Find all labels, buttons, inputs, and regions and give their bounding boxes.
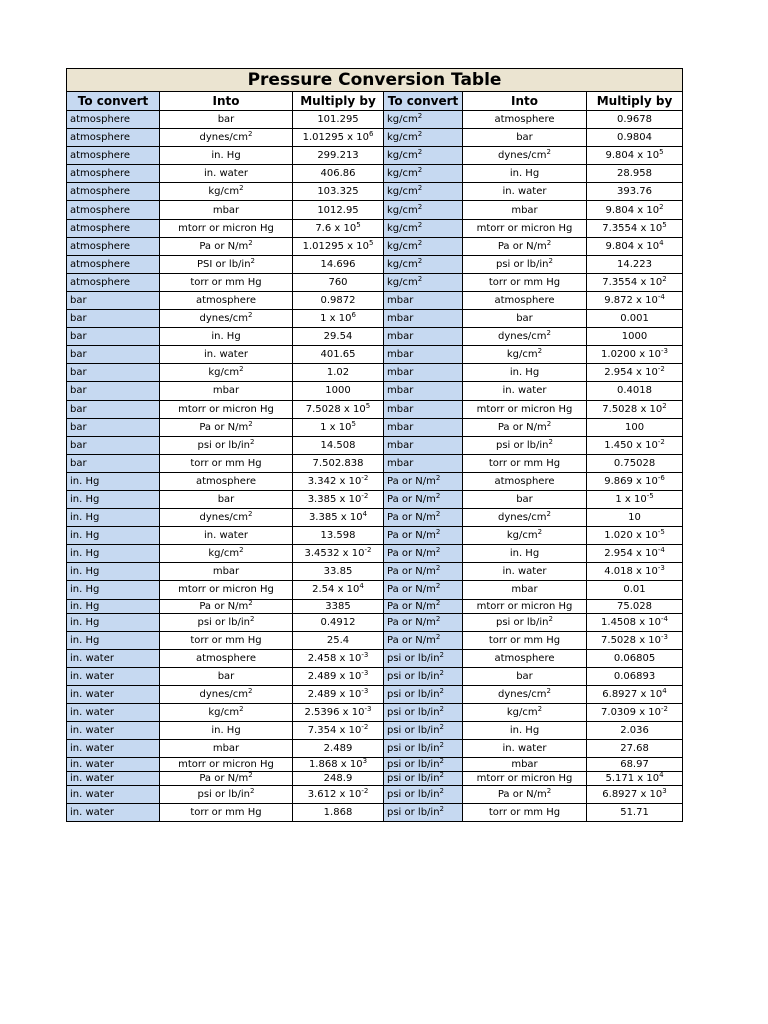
cell-multiply-right: 10 [587, 509, 683, 527]
cell-into-left: dynes/$cm^2$ [160, 509, 293, 527]
cell-to-convert-right: $kg/cm^2$ [384, 255, 463, 273]
cell-into-left: dynes/$cm^2$ [160, 129, 293, 147]
cell-into-left: mbar [160, 201, 293, 219]
table-row [67, 364, 683, 382]
cell-into-left: in. Hg [160, 147, 293, 165]
cell-to-convert-right: $kg/cm^2$ [384, 201, 463, 219]
cell-to-convert-right: psi or $lb/in^2$ [384, 649, 463, 667]
cell-into-right: dynes/$cm^2$ [463, 509, 587, 527]
cell-to-convert-right: $kg/cm^2$ [384, 111, 463, 129]
cell-into-left: dynes/$cm^2$ [160, 685, 293, 703]
cell-to-convert-left: bar [67, 400, 160, 418]
cell-multiply-left: 1000 [293, 382, 384, 400]
cell-multiply-right: 1000 [587, 328, 683, 346]
cell-to-convert-right: mbar [384, 418, 463, 436]
cell-multiply-left: 2.489 [293, 740, 384, 758]
cell-multiply-right: 7.5028 x $10^2$ [587, 400, 683, 418]
cell-into-right: mbar [463, 581, 587, 599]
cell-into-left: torr or mm Hg [160, 804, 293, 822]
table-row [67, 165, 683, 183]
cell-to-convert-right: mbar [384, 382, 463, 400]
table-row [67, 273, 683, 291]
cell-multiply-left: 2.489 x $10^{-3}$ [293, 667, 384, 685]
cell-into-left: Pa or $N/m^2$ [160, 237, 293, 255]
cell-into-right: mbar [463, 201, 587, 219]
cell-multiply-left: 3.385 x $10^4$ [293, 509, 384, 527]
cell-into-left: psi or $lb/in^2$ [160, 436, 293, 454]
cell-to-convert-right: Pa or $N/m^2$ [384, 613, 463, 631]
table-row [67, 219, 683, 237]
cell-to-convert-right: $kg/cm^2$ [384, 129, 463, 147]
cell-multiply-left: 401.65 [293, 346, 384, 364]
cell-to-convert-left: in. Hg [67, 581, 160, 599]
cell-into-left: atmosphere [160, 649, 293, 667]
cell-into-left: mbar [160, 382, 293, 400]
cell-multiply-right: 1.0200 x $10^{-3}$ [587, 346, 683, 364]
cell-into-right: mtorr or micron Hg [463, 219, 587, 237]
table-title: Pressure Conversion Table [67, 69, 683, 92]
cell-into-right: bar [463, 667, 587, 685]
cell-into-left: in. water [160, 346, 293, 364]
cell-multiply-left: 7.354 x $10^{-2}$ [293, 722, 384, 740]
table-row [67, 255, 683, 273]
cell-into-right: dynes/$cm^2$ [463, 147, 587, 165]
cell-to-convert-right: psi or $lb/in^2$ [384, 786, 463, 804]
cell-into-left: PSI or $lb/in^2$ [160, 255, 293, 273]
cell-into-right: Pa or $N/m^2$ [463, 786, 587, 804]
cell-to-convert-left: atmosphere [67, 219, 160, 237]
cell-into-left: in. water [160, 165, 293, 183]
cell-to-convert-left: bar [67, 454, 160, 472]
cell-multiply-right: 7.3554 x $10^2$ [587, 273, 683, 291]
table-row [67, 129, 683, 147]
cell-into-left: $kg/cm^2$ [160, 364, 293, 382]
cell-into-left: mtorr or micron Hg [160, 758, 293, 772]
table-row [67, 581, 683, 599]
cell-to-convert-right: psi or $lb/in^2$ [384, 685, 463, 703]
cell-multiply-right: 1.450 x $10^{-2}$ [587, 436, 683, 454]
cell-multiply-right: 9.804 x $10^2$ [587, 201, 683, 219]
cell-multiply-right: 0.06805 [587, 649, 683, 667]
cell-to-convert-left: atmosphere [67, 237, 160, 255]
cell-into-right: mtorr or micron Hg [463, 772, 587, 786]
table-row [67, 758, 683, 772]
cell-to-convert-right: mbar [384, 346, 463, 364]
cell-into-right: bar [463, 310, 587, 328]
cell-into-right: Pa or $N/m^2$ [463, 418, 587, 436]
cell-into-right: bar [463, 129, 587, 147]
cell-multiply-right: 9.872 x $10^{-4}$ [587, 291, 683, 309]
cell-multiply-left: 101.295 [293, 111, 384, 129]
table-row [67, 328, 683, 346]
table-row [67, 509, 683, 527]
cell-into-left: in. water [160, 527, 293, 545]
cell-multiply-left: 1012.95 [293, 201, 384, 219]
table-row [67, 704, 683, 722]
cell-to-convert-left: atmosphere [67, 201, 160, 219]
cell-into-left: mtorr or micron Hg [160, 581, 293, 599]
cell-into-right: atmosphere [463, 472, 587, 490]
cell-to-convert-right: psi or $lb/in^2$ [384, 804, 463, 822]
cell-multiply-left: 14.696 [293, 255, 384, 273]
table-row [67, 545, 683, 563]
cell-to-convert-left: bar [67, 382, 160, 400]
cell-multiply-right: 2.954 x $10^{-2}$ [587, 364, 683, 382]
cell-multiply-right: 75.028 [587, 599, 683, 613]
cell-to-convert-right: mbar [384, 436, 463, 454]
cell-to-convert-left: bar [67, 346, 160, 364]
cell-into-right: dynes/$cm^2$ [463, 328, 587, 346]
cell-to-convert-right: Pa or $N/m^2$ [384, 490, 463, 508]
cell-to-convert-left: in. water [67, 685, 160, 703]
cell-to-convert-left: in. Hg [67, 527, 160, 545]
cell-to-convert-right: Pa or $N/m^2$ [384, 472, 463, 490]
cell-to-convert-left: in. Hg [67, 490, 160, 508]
cell-multiply-left: 299.213 [293, 147, 384, 165]
table-row [67, 147, 683, 165]
cell-multiply-left: 2.54 x $10^4$ [293, 581, 384, 599]
cell-multiply-left: 1.01295 x $10^6$ [293, 129, 384, 147]
table-row [67, 310, 683, 328]
cell-to-convert-right: psi or $lb/in^2$ [384, 758, 463, 772]
cell-to-convert-left: in. water [67, 667, 160, 685]
cell-to-convert-left: atmosphere [67, 147, 160, 165]
table-row [67, 237, 683, 255]
cell-into-left: torr or mm Hg [160, 454, 293, 472]
cell-multiply-left: 3385 [293, 599, 384, 613]
cell-to-convert-left: in. water [67, 758, 160, 772]
cell-to-convert-left: in. Hg [67, 509, 160, 527]
cell-into-right: in. Hg [463, 364, 587, 382]
cell-to-convert-right: $kg/cm^2$ [384, 183, 463, 201]
cell-to-convert-right: Pa or $N/m^2$ [384, 509, 463, 527]
cell-into-left: torr or mm Hg [160, 631, 293, 649]
cell-multiply-right: 51.71 [587, 804, 683, 822]
cell-into-right: in. water [463, 563, 587, 581]
cell-into-left: in. Hg [160, 722, 293, 740]
cell-multiply-left: 2.489 x $10^{-3}$ [293, 685, 384, 703]
cell-into-right: torr or mm Hg [463, 273, 587, 291]
cell-multiply-right: 1.020 x $10^{-5}$ [587, 527, 683, 545]
cell-multiply-left: 1.02 [293, 364, 384, 382]
cell-multiply-left: 3.612 x $10^{-2}$ [293, 786, 384, 804]
cell-multiply-right: 7.0309 x $10^{-2}$ [587, 704, 683, 722]
cell-into-right: Pa or $N/m^2$ [463, 237, 587, 255]
cell-to-convert-left: bar [67, 364, 160, 382]
table-row [67, 613, 683, 631]
cell-multiply-right: 6.8927 x $10^4$ [587, 685, 683, 703]
cell-multiply-left: 14.508 [293, 436, 384, 454]
cell-to-convert-left: bar [67, 291, 160, 309]
cell-multiply-left: 7.502.838 [293, 454, 384, 472]
cell-to-convert-left: atmosphere [67, 111, 160, 129]
table-row [67, 649, 683, 667]
table-row [67, 418, 683, 436]
cell-multiply-left: 0.4912 [293, 613, 384, 631]
cell-into-left: mtorr or micron Hg [160, 400, 293, 418]
cell-multiply-left: 29.54 [293, 328, 384, 346]
cell-to-convert-right: $kg/cm^2$ [384, 147, 463, 165]
cell-to-convert-left: in. water [67, 704, 160, 722]
cell-multiply-left: 1 x $10^5$ [293, 418, 384, 436]
cell-to-convert-left: atmosphere [67, 255, 160, 273]
cell-into-left: mbar [160, 563, 293, 581]
cell-multiply-right: 100 [587, 418, 683, 436]
table-row [67, 201, 683, 219]
cell-into-right: psi or $lb/in^2$ [463, 613, 587, 631]
cell-multiply-right: 0.001 [587, 310, 683, 328]
cell-multiply-right: 27.68 [587, 740, 683, 758]
cell-into-right: bar [463, 490, 587, 508]
cell-into-left: psi or $lb/in^2$ [160, 613, 293, 631]
cell-to-convert-right: $kg/cm^2$ [384, 165, 463, 183]
cell-to-convert-left: in. water [67, 740, 160, 758]
cell-into-left: bar [160, 667, 293, 685]
cell-into-right: in. Hg [463, 165, 587, 183]
table-body [67, 111, 683, 822]
header-to-convert-right: To convert [384, 92, 463, 111]
cell-multiply-left: 103.325 [293, 183, 384, 201]
table-row [67, 563, 683, 581]
cell-to-convert-left: bar [67, 328, 160, 346]
cell-to-convert-left: in. water [67, 772, 160, 786]
table-row [67, 400, 683, 418]
cell-into-left: mtorr or micron Hg [160, 219, 293, 237]
cell-multiply-right: 2.954 x $10^{-4}$ [587, 545, 683, 563]
cell-into-right: torr or mm Hg [463, 454, 587, 472]
cell-into-left: torr or mm Hg [160, 273, 293, 291]
cell-into-left: Pa or $N/m^2$ [160, 418, 293, 436]
cell-into-left: atmosphere [160, 472, 293, 490]
cell-multiply-right: 9.804 x $10^5$ [587, 147, 683, 165]
cell-to-convert-left: in. Hg [67, 613, 160, 631]
cell-to-convert-left: in. water [67, 649, 160, 667]
table-row [67, 685, 683, 703]
cell-multiply-left: 0.9872 [293, 291, 384, 309]
table-row [67, 291, 683, 309]
header-to-convert-left: To convert [67, 92, 160, 111]
cell-multiply-right: 9.869 x $10^{-6}$ [587, 472, 683, 490]
pressure-conversion-table [66, 68, 683, 822]
cell-into-right: atmosphere [463, 111, 587, 129]
cell-multiply-right: 0.06893 [587, 667, 683, 685]
cell-multiply-right: 1.4508 x $10^{-4}$ [587, 613, 683, 631]
cell-to-convert-right: mbar [384, 310, 463, 328]
cell-multiply-left: 406.86 [293, 165, 384, 183]
table-row [67, 804, 683, 822]
cell-multiply-left: 1.868 [293, 804, 384, 822]
cell-multiply-right: 4.018 x $10^{-3}$ [587, 563, 683, 581]
table-row [67, 454, 683, 472]
table-row [67, 599, 683, 613]
cell-to-convert-right: Pa or $N/m^2$ [384, 545, 463, 563]
cell-multiply-left: 3.385 x $10^{-2}$ [293, 490, 384, 508]
cell-multiply-right: 2.036 [587, 722, 683, 740]
cell-into-left: bar [160, 490, 293, 508]
cell-into-right: in. water [463, 382, 587, 400]
cell-to-convert-right: mbar [384, 454, 463, 472]
cell-to-convert-right: psi or $lb/in^2$ [384, 704, 463, 722]
cell-to-convert-left: atmosphere [67, 129, 160, 147]
cell-multiply-left: 25.4 [293, 631, 384, 649]
cell-into-left: $kg/cm^2$ [160, 183, 293, 201]
table-row [67, 527, 683, 545]
cell-multiply-right: 5.171 x $10^4$ [587, 772, 683, 786]
cell-into-right: $kg/cm^2$ [463, 527, 587, 545]
cell-into-right: in. Hg [463, 722, 587, 740]
cell-into-left: mbar [160, 740, 293, 758]
table-row [67, 436, 683, 454]
cell-multiply-right: 0.9804 [587, 129, 683, 147]
cell-to-convert-left: in. water [67, 786, 160, 804]
cell-multiply-right: 6.8927 x $10^3$ [587, 786, 683, 804]
cell-to-convert-right: Pa or $N/m^2$ [384, 599, 463, 613]
table-row [67, 111, 683, 129]
cell-to-convert-right: mbar [384, 291, 463, 309]
cell-into-left: bar [160, 111, 293, 129]
cell-to-convert-right: Pa or $N/m^2$ [384, 631, 463, 649]
cell-into-right: $kg/cm^2$ [463, 346, 587, 364]
cell-multiply-right: 1 x $10^{-5}$ [587, 490, 683, 508]
cell-into-right: torr or mm Hg [463, 631, 587, 649]
cell-into-right: atmosphere [463, 291, 587, 309]
cell-to-convert-left: in. Hg [67, 472, 160, 490]
cell-multiply-right: 393.76 [587, 183, 683, 201]
cell-into-right: mtorr or micron Hg [463, 400, 587, 418]
cell-multiply-left: 1.01295 x $10^5$ [293, 237, 384, 255]
cell-into-right: in. water [463, 183, 587, 201]
cell-to-convert-right: mbar [384, 400, 463, 418]
table-row [67, 472, 683, 490]
cell-into-right: mbar [463, 758, 587, 772]
cell-multiply-left: 7.5028 x $10^5$ [293, 400, 384, 418]
cell-into-right: atmosphere [463, 649, 587, 667]
cell-into-left: $kg/cm^2$ [160, 704, 293, 722]
cell-to-convert-right: mbar [384, 328, 463, 346]
cell-into-left: Pa or $N/m^2$ [160, 599, 293, 613]
table-row [67, 346, 683, 364]
cell-into-right: mtorr or micron Hg [463, 599, 587, 613]
cell-into-left: dynes/$cm^2$ [160, 310, 293, 328]
cell-multiply-right: 7.5028 x $10^{-3}$ [587, 631, 683, 649]
cell-to-convert-right: Pa or $N/m^2$ [384, 581, 463, 599]
cell-multiply-left: 3.4532 x $10^{-2}$ [293, 545, 384, 563]
cell-to-convert-left: in. water [67, 722, 160, 740]
header-into-right: Into [463, 92, 587, 111]
cell-multiply-left: 760 [293, 273, 384, 291]
cell-to-convert-left: bar [67, 310, 160, 328]
table-row [67, 667, 683, 685]
cell-multiply-right: 0.75028 [587, 454, 683, 472]
cell-multiply-left: 33.85 [293, 563, 384, 581]
cell-multiply-right: 14.223 [587, 255, 683, 273]
cell-multiply-left: 3.342 x $10^{-2}$ [293, 472, 384, 490]
table-row [67, 382, 683, 400]
table-row [67, 722, 683, 740]
cell-multiply-left: 7.6 x $10^5$ [293, 219, 384, 237]
cell-to-convert-left: in. Hg [67, 545, 160, 563]
cell-to-convert-right: Pa or $N/m^2$ [384, 563, 463, 581]
cell-multiply-left: 1 x $10^6$ [293, 310, 384, 328]
table-row [67, 490, 683, 508]
cell-multiply-left: 1.868 x $10^3$ [293, 758, 384, 772]
table-row [67, 183, 683, 201]
cell-to-convert-right: psi or $lb/in^2$ [384, 722, 463, 740]
cell-to-convert-left: bar [67, 436, 160, 454]
cell-into-left: in. Hg [160, 328, 293, 346]
cell-into-left: Pa or $N/m^2$ [160, 772, 293, 786]
cell-multiply-right: 28.958 [587, 165, 683, 183]
cell-multiply-left: 248.9 [293, 772, 384, 786]
cell-to-convert-left: bar [67, 418, 160, 436]
cell-to-convert-left: in. Hg [67, 563, 160, 581]
cell-to-convert-left: in. Hg [67, 631, 160, 649]
cell-multiply-right: 0.01 [587, 581, 683, 599]
cell-to-convert-right: mbar [384, 364, 463, 382]
cell-into-right: psi or $lb/in^2$ [463, 436, 587, 454]
cell-multiply-right: 7.3554 x $10^5$ [587, 219, 683, 237]
cell-to-convert-right: $kg/cm^2$ [384, 273, 463, 291]
table-row [67, 786, 683, 804]
cell-multiply-left: 2.5396 x $10^{-3}$ [293, 704, 384, 722]
cell-into-right: in. water [463, 740, 587, 758]
cell-into-left: atmosphere [160, 291, 293, 309]
cell-multiply-right: 9.804 x $10^4$ [587, 237, 683, 255]
cell-to-convert-right: $kg/cm^2$ [384, 237, 463, 255]
cell-to-convert-right: psi or $lb/in^2$ [384, 667, 463, 685]
header-multiply-left: Multiply by [293, 92, 384, 111]
cell-to-convert-left: in. Hg [67, 599, 160, 613]
cell-into-right: torr or mm Hg [463, 804, 587, 822]
cell-to-convert-left: atmosphere [67, 165, 160, 183]
cell-multiply-right: 0.9678 [587, 111, 683, 129]
cell-multiply-right: 0.4018 [587, 382, 683, 400]
cell-multiply-left: 13.598 [293, 527, 384, 545]
table-row [67, 740, 683, 758]
cell-to-convert-left: in. water [67, 804, 160, 822]
cell-to-convert-right: psi or $lb/in^2$ [384, 740, 463, 758]
table-row [67, 772, 683, 786]
cell-to-convert-left: atmosphere [67, 183, 160, 201]
table-row [67, 631, 683, 649]
cell-multiply-left: 2.458 x $10^{-3}$ [293, 649, 384, 667]
cell-into-left: psi or $lb/in^2$ [160, 786, 293, 804]
cell-into-right: in. Hg [463, 545, 587, 563]
cell-into-right: dynes/$cm^2$ [463, 685, 587, 703]
cell-multiply-right: 68.97 [587, 758, 683, 772]
cell-to-convert-left: atmosphere [67, 273, 160, 291]
cell-into-right: $kg/cm^2$ [463, 704, 587, 722]
cell-into-left: $kg/cm^2$ [160, 545, 293, 563]
cell-to-convert-right: Pa or $N/m^2$ [384, 527, 463, 545]
cell-into-right: psi or $lb/in^2$ [463, 255, 587, 273]
header-multiply-right: Multiply by [587, 92, 683, 111]
cell-to-convert-right: psi or $lb/in^2$ [384, 772, 463, 786]
header-into-left: Into [160, 92, 293, 111]
cell-to-convert-right: $kg/cm^2$ [384, 219, 463, 237]
